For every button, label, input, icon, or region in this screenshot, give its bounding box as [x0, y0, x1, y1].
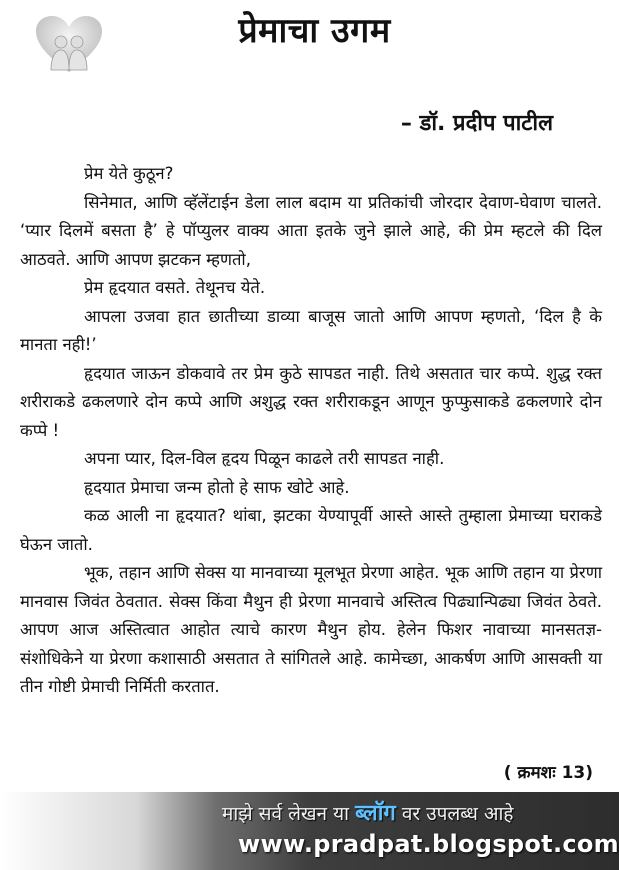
paragraph: भूक, तहान आणि सेक्स या मानवाच्या मूलभूत प्रेरणा आहेत. भूक आणि तहान या प्रेरणा मानवास जिवंत ठेवतात. सेक्स किंवा मैथुन ही प्रेरणा मानवाचे अस्तित्व पिढ्यान्पिढ्या जिवंत ठेवते. आपण आज अस्तित्वात आहोत त्याचे कारण मैथुन होय. हेलेन फिशर नावाच्या मानसतज्ञ-संशोधिकेने या प्रेरणा कशासाठी असतात ते सांगितले आहे. कामेच्छा, आकर्षण आणि आसक्ती या तीन गोष्टी प्रेमाची निर्मिती करतात. [20, 563, 602, 696]
author-byline: – डॉ. प्रदीप पाटील [400, 111, 553, 136]
paragraph: प्रेम येते कुठून? [84, 164, 174, 183]
series-marker: ( क्रमशः 13) [503, 763, 593, 783]
blog-url-link[interactable]: www.pradpat.blogspot.com [238, 830, 619, 858]
footer-blog-word: ब्लॉग [355, 801, 396, 826]
paragraph: हृदयात जाऊन डोकवावे तर प्रेम कुठे सापडत नाही. तिथे असतात चार कप्पे. शुद्ध रक्त शरीराकडे ढकलणारे दोन कप्पे आणि अशुद्ध रक्त शरीराकडून आणून फुप्फुसाकडे ढकलणारे दोन कप्पे ! [20, 363, 602, 440]
paragraph: कळ आली ना हृदयात? थांबा, झटका येण्यापूर्वी आस्ते आस्ते तुम्हाला प्रेमाच्या घराकडे घेऊन जातो. [20, 506, 602, 554]
article-title: प्रेमाचा उगम [238, 11, 391, 51]
footer-blog-note [222, 797, 514, 827]
paragraph: अपना प्यार, दिल-विल हृदय पिळून काढले तरी सापडत नाही. [84, 449, 445, 468]
footer-text-before: माझे सर्व लेखन या [222, 803, 350, 825]
paragraph: आपला उजवा हात छातीच्या डाव्या बाजूस जातो आणि आपण म्हणतो, ‘दिल है के मानता नही!’ [20, 306, 602, 354]
paragraph: सिनेमात, आणि व्हॅलेंटाईन डेला लाल बदाम या प्रतिकांची जोरदार देवाण-घेवाण चालते. ‘प्यार दिलमें बसता है’ हे पॉप्युलर वाक्य आता इतके जुने झाले आहे, की प्रेम म्हटले की दिल आठवते. आणि आपण झटकन म्हणतो, [20, 192, 602, 269]
paragraph: हृदयात प्रेमाचा जन्म होतो हे साफ खोटे आहे. [84, 477, 350, 497]
paragraph: प्रेम हृदयात वसते. तेथूनच येते. [84, 278, 266, 297]
article-body [20, 160, 602, 702]
footer-text-after: वर उपलब्ध आहे [401, 803, 514, 825]
